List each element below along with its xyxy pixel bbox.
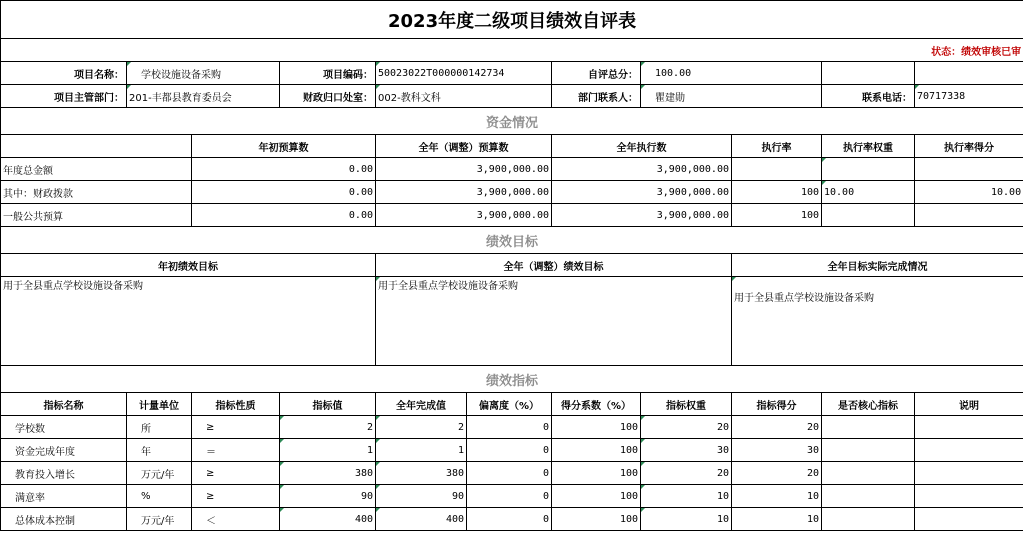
ind-note bbox=[915, 439, 1023, 462]
project-name-label: 项目名称： bbox=[1, 62, 127, 85]
ind-name: 满意率 bbox=[1, 485, 127, 508]
ind-nature: ≥ bbox=[192, 462, 280, 485]
funds-section-title: 资金情况 bbox=[1, 108, 1023, 135]
goal-actual-text[interactable]: 用于全县重点学校设施设备采购 bbox=[732, 277, 1023, 366]
project-code-label: 项目编码： bbox=[280, 62, 376, 85]
funds-row bbox=[1, 158, 1023, 181]
indicator-row bbox=[1, 462, 1023, 485]
ind-note bbox=[915, 508, 1023, 531]
funds-row bbox=[1, 204, 1023, 227]
ind-header-value: 指标值 bbox=[280, 393, 376, 416]
funds-row-rate: 100 bbox=[732, 204, 822, 227]
ind-score: 20 bbox=[732, 416, 822, 439]
ind-nature: ≥ bbox=[192, 416, 280, 439]
dept-value[interactable]: 201-丰都县教育委员会 bbox=[127, 85, 280, 108]
ind-score: 20 bbox=[732, 462, 822, 485]
ind-dev: 0 bbox=[467, 508, 552, 531]
ind-unit: 万元/年 bbox=[127, 462, 192, 485]
ind-done[interactable]: 90 bbox=[376, 485, 467, 508]
funds-row-initial: 0.00 bbox=[192, 158, 376, 181]
self-score-value[interactable]: 100.00 bbox=[641, 62, 822, 85]
ind-score: 10 bbox=[732, 508, 822, 531]
funds-row-score: 10.00 bbox=[915, 181, 1023, 204]
funds-header-adjusted: 全年（调整）预算数 bbox=[376, 135, 552, 158]
ind-note bbox=[915, 462, 1023, 485]
indicator-row bbox=[1, 508, 1023, 531]
indicator-row bbox=[1, 439, 1023, 462]
ind-core bbox=[822, 416, 915, 439]
ind-value[interactable]: 380 bbox=[280, 462, 376, 485]
phone-value[interactable]: 70717338 bbox=[915, 85, 1023, 108]
ind-score: 30 bbox=[732, 439, 822, 462]
ind-header-dev: 偏离度（%） bbox=[467, 393, 552, 416]
contact-label: 部门联系人： bbox=[552, 85, 641, 108]
goals-section-title: 绩效目标 bbox=[1, 227, 1023, 254]
ind-core bbox=[822, 508, 915, 531]
ind-coef: 100 bbox=[552, 439, 641, 462]
goals-header-actual: 全年目标实际完成情况 bbox=[732, 254, 1023, 277]
ind-dev: 0 bbox=[467, 439, 552, 462]
ind-coef: 100 bbox=[552, 416, 641, 439]
goal-initial-text[interactable]: 用于全县重点学校设施设备采购 bbox=[1, 277, 376, 366]
page-title: 2023年度二级项目绩效自评表 bbox=[1, 1, 1023, 39]
ind-nature: ＜ bbox=[192, 508, 280, 531]
goals-header-adjusted: 全年（调整）绩效目标 bbox=[376, 254, 732, 277]
ind-weight[interactable]: 10 bbox=[641, 485, 732, 508]
ind-note bbox=[915, 416, 1023, 439]
ind-done[interactable]: 2 bbox=[376, 416, 467, 439]
funds-row-executed: 3,900,000.00 bbox=[552, 204, 732, 227]
funds-header-row bbox=[1, 135, 1023, 158]
ind-score: 10 bbox=[732, 485, 822, 508]
funds-row-weight[interactable]: 10.00 bbox=[822, 181, 915, 204]
funds-row-name: 其中：财政拨款 bbox=[1, 181, 192, 204]
ind-coef: 100 bbox=[552, 462, 641, 485]
ind-value[interactable]: 2 bbox=[280, 416, 376, 439]
dept-label: 项目主管部门： bbox=[1, 85, 127, 108]
funds-row-initial: 0.00 bbox=[192, 181, 376, 204]
ind-value[interactable]: 400 bbox=[280, 508, 376, 531]
funds-row-initial: 0.00 bbox=[192, 204, 376, 227]
ind-header-done: 全年完成值 bbox=[376, 393, 467, 416]
info-empty-1 bbox=[822, 62, 915, 85]
ind-unit: % bbox=[127, 485, 192, 508]
funds-header-rate: 执行率 bbox=[732, 135, 822, 158]
funds-row-score bbox=[915, 158, 1023, 181]
ind-nature: ＝ bbox=[192, 439, 280, 462]
ind-header-weight: 指标权重 bbox=[641, 393, 732, 416]
ind-header-note: 说明 bbox=[915, 393, 1023, 416]
funds-row bbox=[1, 181, 1023, 204]
ind-unit: 万元/年 bbox=[127, 508, 192, 531]
ind-weight[interactable]: 20 bbox=[641, 462, 732, 485]
goals-header-initial: 年初绩效目标 bbox=[1, 254, 376, 277]
finance-label: 财政归口处室： bbox=[280, 85, 376, 108]
indicators-header-row bbox=[1, 393, 1023, 416]
indicators-section-title: 绩效指标 bbox=[1, 366, 1023, 393]
phone-label: 联系电话： bbox=[822, 85, 915, 108]
indicator-row bbox=[1, 485, 1023, 508]
funds-row-adjusted: 3,900,000.00 bbox=[376, 181, 552, 204]
ind-unit: 年 bbox=[127, 439, 192, 462]
funds-row-weight bbox=[822, 204, 915, 227]
ind-core bbox=[822, 485, 915, 508]
funds-row-adjusted: 3,900,000.00 bbox=[376, 158, 552, 181]
goals-content-row bbox=[1, 277, 1023, 366]
project-code-value[interactable]: 50023022T000000142734 bbox=[376, 62, 552, 85]
ind-done[interactable]: 1 bbox=[376, 439, 467, 462]
ind-header-core: 是否核心指标 bbox=[822, 393, 915, 416]
ind-core bbox=[822, 439, 915, 462]
funds-row-adjusted: 3,900,000.00 bbox=[376, 204, 552, 227]
ind-unit: 所 bbox=[127, 416, 192, 439]
funds-header-score: 执行率得分 bbox=[915, 135, 1023, 158]
ind-dev: 0 bbox=[467, 416, 552, 439]
funds-row-score bbox=[915, 204, 1023, 227]
ind-value[interactable]: 1 bbox=[280, 439, 376, 462]
funds-row-name: 一般公共预算 bbox=[1, 204, 192, 227]
funds-header-executed: 全年执行数 bbox=[552, 135, 732, 158]
indicator-row bbox=[1, 416, 1023, 439]
ind-header-nature: 指标性质 bbox=[192, 393, 280, 416]
funds-row-rate: 100 bbox=[732, 181, 822, 204]
ind-weight[interactable]: 20 bbox=[641, 416, 732, 439]
ind-value[interactable]: 90 bbox=[280, 485, 376, 508]
ind-coef: 100 bbox=[552, 508, 641, 531]
ind-coef: 100 bbox=[552, 485, 641, 508]
self-score-label: 自评总分： bbox=[552, 62, 641, 85]
finance-value[interactable]: 002-教科文科 bbox=[376, 85, 552, 108]
goals-header-row bbox=[1, 254, 1023, 277]
ind-header-unit: 计量单位 bbox=[127, 393, 192, 416]
ind-note bbox=[915, 485, 1023, 508]
ind-header-score: 指标得分 bbox=[732, 393, 822, 416]
ind-nature: ≥ bbox=[192, 485, 280, 508]
ind-name: 资金完成年度 bbox=[1, 439, 127, 462]
ind-weight[interactable]: 30 bbox=[641, 439, 732, 462]
ind-dev: 0 bbox=[467, 485, 552, 508]
ind-core bbox=[822, 462, 915, 485]
ind-done[interactable]: 380 bbox=[376, 462, 467, 485]
ind-done[interactable]: 400 bbox=[376, 508, 467, 531]
funds-row-executed: 3,900,000.00 bbox=[552, 181, 732, 204]
funds-row-executed: 3,900,000.00 bbox=[552, 158, 732, 181]
funds-header-weight: 执行率权重 bbox=[822, 135, 915, 158]
info-empty-2 bbox=[915, 62, 1023, 85]
funds-row-rate bbox=[732, 158, 822, 181]
ind-header-name: 指标名称 bbox=[1, 393, 127, 416]
ind-header-coef: 得分系数（%） bbox=[552, 393, 641, 416]
project-name-value[interactable]: 学校设施设备采购 bbox=[127, 62, 280, 85]
ind-dev: 0 bbox=[467, 462, 552, 485]
info-row-1 bbox=[1, 62, 1023, 85]
funds-header-initial: 年初预算数 bbox=[192, 135, 376, 158]
ind-name: 学校数 bbox=[1, 416, 127, 439]
funds-row-name: 年度总金额 bbox=[1, 158, 192, 181]
funds-header-blank bbox=[1, 135, 192, 158]
ind-name: 教育投入增长 bbox=[1, 462, 127, 485]
goal-adjusted-text[interactable]: 用于全县重点学校设施设备采购 bbox=[376, 277, 732, 366]
status-badge: 状态：绩效审核已审 bbox=[1, 39, 1023, 62]
funds-row-weight[interactable] bbox=[822, 158, 915, 181]
info-row-2 bbox=[1, 85, 1023, 108]
ind-name: 总体成本控制 bbox=[1, 508, 127, 531]
ind-weight[interactable]: 10 bbox=[641, 508, 732, 531]
contact-value[interactable]: 瞿建勋 bbox=[641, 85, 822, 108]
